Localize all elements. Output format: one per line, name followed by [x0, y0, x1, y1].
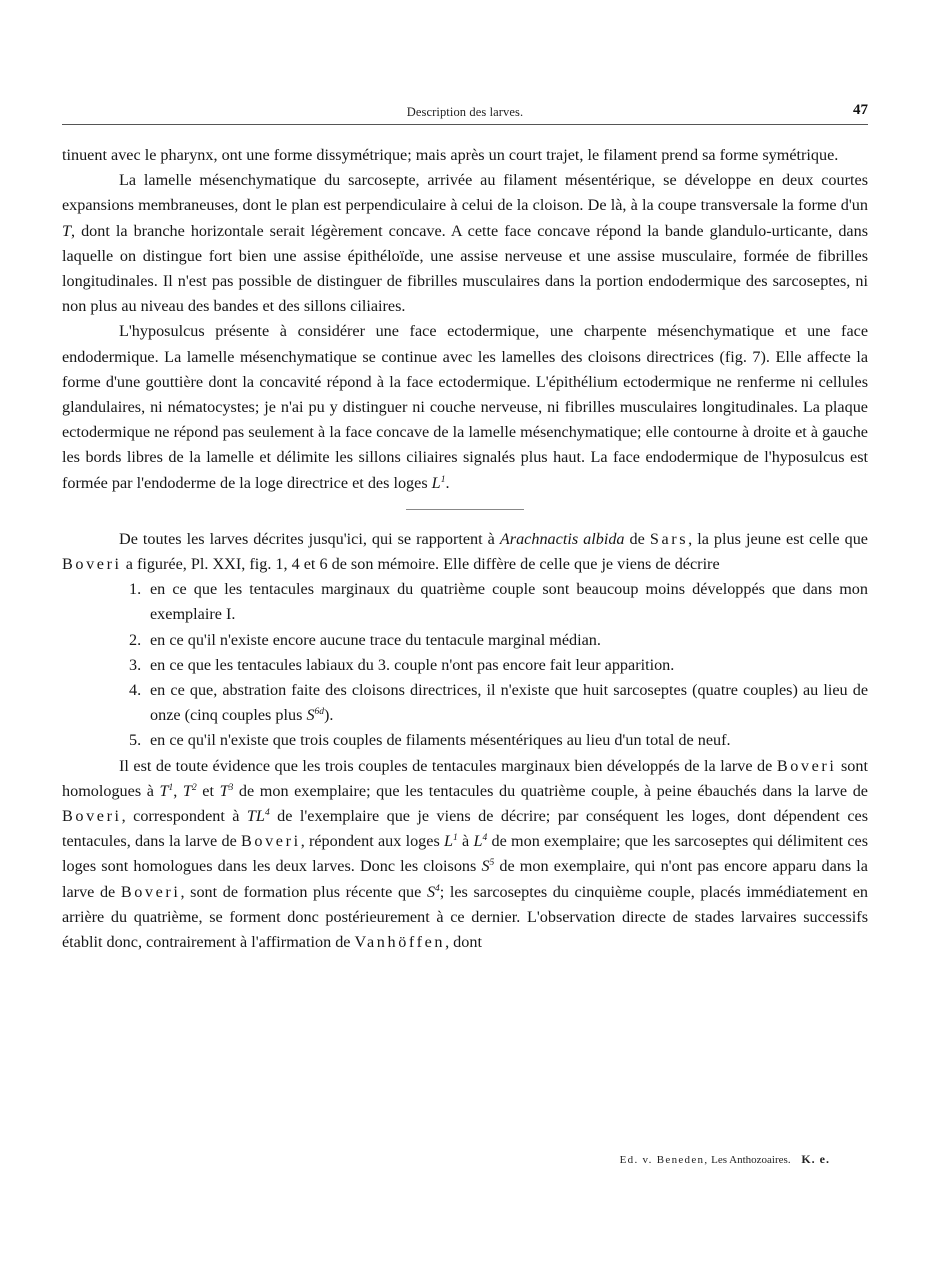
text-run: de l'exemplaire que je viens de décrire; par conséquent les loges, dont dépendent ces tentacules, dans la larve de	[62, 807, 868, 851]
symbol-L: L	[431, 473, 441, 492]
list-number: 5.	[129, 731, 142, 750]
text-run: , correspondent à	[121, 807, 247, 826]
symbol-L: L	[473, 832, 483, 851]
list-item	[62, 628, 868, 653]
list-number: 2.	[129, 630, 142, 649]
text-run: à	[457, 832, 474, 851]
list-text: en ce qu'il n'existe encore aucune trace du tentacule marginal médian.	[150, 630, 601, 649]
symbol-T: T	[219, 781, 229, 800]
page-body	[62, 143, 868, 955]
section-separator-rule	[406, 509, 524, 510]
list-item	[62, 577, 868, 627]
running-header	[62, 100, 868, 125]
text-run: ; les sarcoseptes du cinquième couple, placés immédiatement en arrière du quatrième, se forment donc postérieurement à ce dernier. L'observation directe de stades larvaires successifs établit donc, contrairement à l'affirmation de	[62, 882, 868, 952]
author-name: Boveri	[120, 882, 181, 901]
page-number: 47	[853, 102, 868, 118]
symbol-S: S	[426, 882, 436, 901]
symbol-L: L	[444, 832, 454, 851]
text-run: Il est de toute évidence que les trois couples de tentacules marginaux bien développés de la larve de	[119, 756, 777, 775]
text-run: , répondent aux loges	[300, 832, 445, 851]
list-number: 1.	[129, 580, 142, 599]
list-number: 3.	[129, 655, 142, 674]
species-name: Arachnactis albida	[499, 529, 625, 548]
text-run: De toutes les larves décrites jusqu'ici, qui se rapportent à	[119, 529, 500, 548]
text-run: sont homologues à	[62, 756, 868, 800]
text-run: de mon exemplaire; que les tentacules du quatrième couple, à peine ébauchés dans la larve de	[233, 781, 868, 800]
list-text: en ce que, abstration faite des cloisons directrices, il n'existe que huit sarcoseptes (quatre couples) au lieu de onze (cinq couples plus	[150, 681, 868, 725]
text-run: .	[445, 473, 450, 492]
list-number: 4.	[129, 681, 142, 700]
author-name: Boveri	[62, 807, 122, 826]
superscript: 1	[168, 782, 174, 793]
text-run: , sont de formation plus récente que	[180, 882, 427, 901]
author-name: Boveri	[241, 832, 301, 851]
text-run: , dont	[445, 933, 482, 952]
text-run: , la plus jeune est celle que	[688, 529, 868, 548]
text-run: de mon exemplaire; que les sarcoseptes qui délimitent ces loges sont homologues dans les deux larves. Donc les cloisons	[62, 832, 869, 876]
symbol-S: S	[481, 857, 490, 876]
superscript: 1	[453, 833, 458, 844]
symbol-T: T	[62, 221, 72, 240]
author-name: Sars	[649, 529, 689, 548]
superscript: 4	[482, 833, 488, 844]
running-title: Description des larves.	[406, 105, 524, 119]
paragraph-lamelle	[62, 168, 868, 319]
text-run: L'hyposulcus présente à considérer une face ectodermique, une charpente mésenchymatique et une face endodermique. La lamelle mésenchymatique se continue avec les lamelles des cloisons directrices (fig. 7). Elle affecte la forme d'une gouttière dont la concavité répond à la face ectodermique. L'épithélium ectodermique ne renferme ni cellules glandulaires, ni nématocystes; je n'ai pu y distinguer ni couche nerveuse, ni fibrilles musculaires longitudinales. La plaque ectodermique ne répond pas seulement à la face concave de la lamelle mésenchymatique; elle contourne à droite et à gauche les bords libres de la lamelle et délimite les sillons ciliaires signalés plus haut. La face endodermique de l'hyposulcus est formée par l'endoderme de la loge directrice et des loges	[62, 322, 868, 492]
superscript: 6d	[314, 707, 325, 718]
paragraph-homology	[62, 754, 868, 956]
text-run: , dont la branche horizontale serait légèrement concave. A cette face concave répond la bande glandulo-urticante, dans laquelle on distingue fort bien une assise épithéloïde, une assise nerveuse et une assise musculaire, formée de fibrilles longitudinales. Il n'est pas possible de distinguer de fibrilles musculaires dans la portion endodermique des sarcoseptes, ni non plus au niveau des bandes et des sillons ciliaires.	[62, 221, 868, 316]
text-run: de mon exemplaire, qui n'ont pas encore apparu dans la larve de	[62, 857, 868, 901]
text-run: et	[196, 781, 220, 800]
symbol-TL: TL	[246, 807, 265, 826]
paragraph-text: tinuent avec le pharynx, ont une forme dissymétrique; mais après un court trajet, le filament prend sa forme symétrique.	[62, 146, 839, 164]
text-run: a figurée, Pl. XXI, fig. 1, 4 et 6 de son mémoire. Elle diffère de celle que je viens de décrire	[121, 555, 720, 574]
symbol-T: T	[159, 781, 169, 800]
list-text: en ce que les tentacules marginaux du quatrième couple sont beaucoup moins développés que dans mon exemplaire I.	[150, 580, 868, 624]
superscript: 5	[489, 858, 495, 869]
list-text: en ce que les tentacules labiaux du 3. couple n'ont pas encore fait leur apparition.	[150, 655, 675, 674]
signature-line	[62, 1152, 868, 1167]
superscript: 4	[264, 808, 270, 819]
superscript: 4	[435, 883, 440, 894]
author-name: Vanhöffen	[354, 933, 446, 952]
list-item	[62, 678, 868, 728]
author-name: Boveri	[62, 555, 122, 574]
list-item	[62, 653, 868, 678]
text-run: de	[624, 529, 650, 548]
paragraph-comparison	[62, 527, 868, 577]
differences-list	[62, 577, 868, 753]
author-name: Boveri	[776, 756, 837, 775]
printer-signature: K. e.	[801, 1152, 830, 1166]
superscript: 2	[191, 782, 197, 793]
symbol-T: T	[182, 781, 192, 800]
list-item	[62, 728, 868, 753]
paragraph-hyposulcus	[62, 319, 868, 495]
footer-author: Ed. v. Beneden,	[619, 1154, 709, 1166]
text-run: La lamelle mésenchymatique du sarcosepte, arrivée au filament mésentérique, se développe en deux courtes expansions membraneuses, dont le plan est perpendiculaire à celui de la cloison. De là, à la coupe transversale la forme d'un	[62, 171, 868, 215]
superscript: 1	[440, 474, 446, 485]
list-text: en ce qu'il n'existe que trois couples de filaments mésentériques au lieu d'un total de neuf.	[150, 731, 731, 750]
footer-book-title: Les Anthozoaires.	[711, 1154, 791, 1166]
paragraph-continuation	[62, 143, 868, 168]
text-run: ,	[173, 781, 183, 800]
symbol-S: S	[306, 706, 315, 725]
superscript: 3	[228, 782, 234, 793]
list-text: ).	[324, 706, 334, 725]
